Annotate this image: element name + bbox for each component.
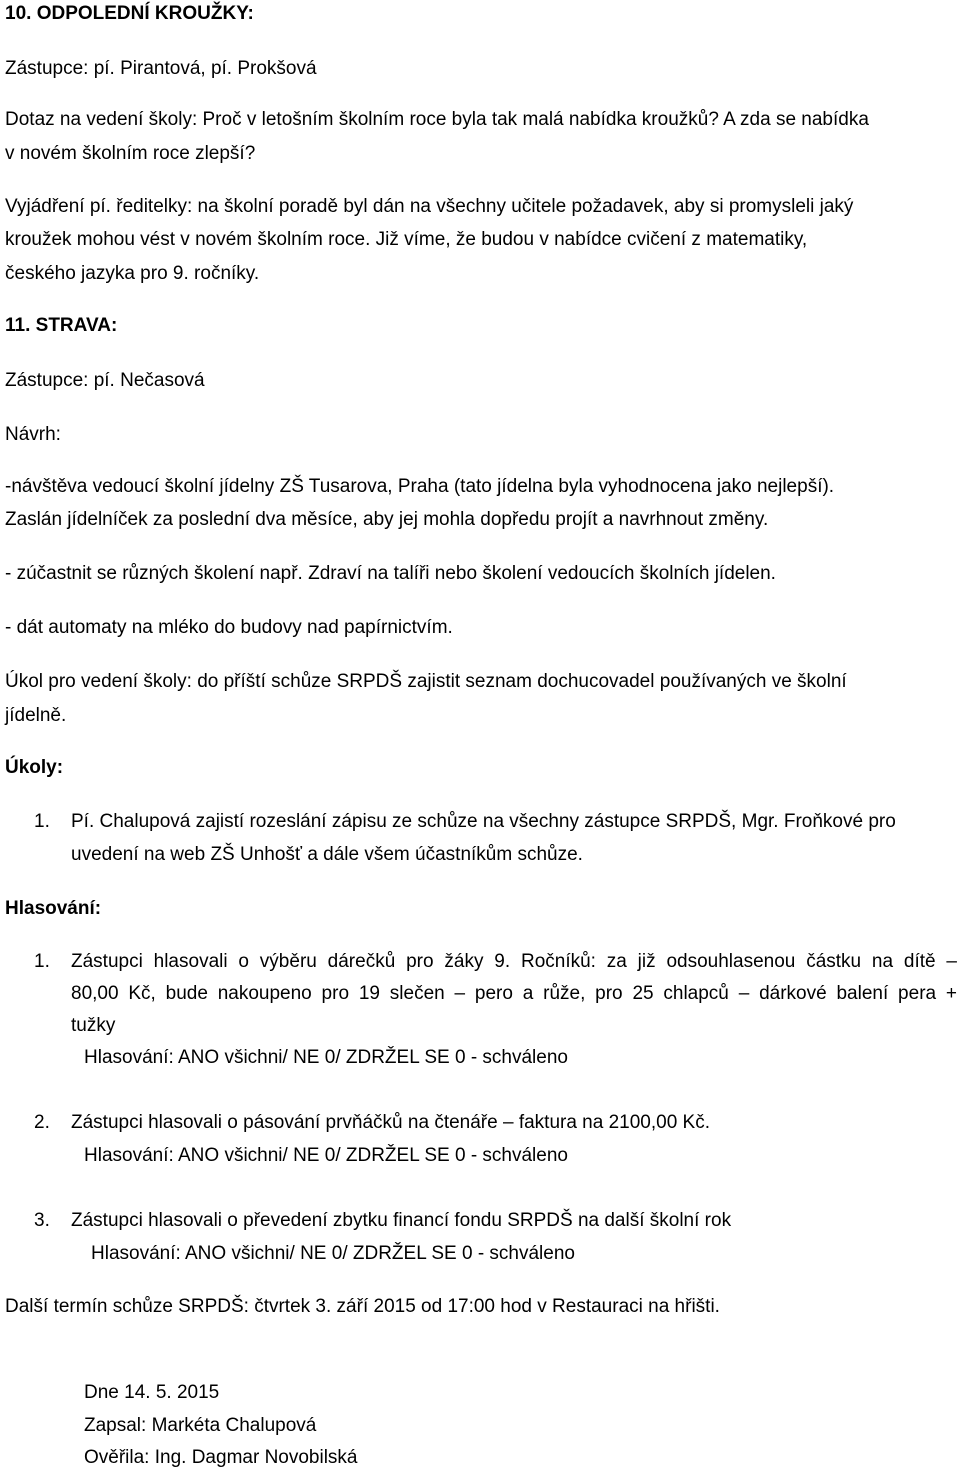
section-11-item-3: - dát automaty na mléko do budovy nad papírnictvím. xyxy=(5,617,453,638)
vote-3-result: Hlasování: ANO všichni/ NE 0/ ZDRŽEL SE 0 - schváleno xyxy=(91,1243,575,1264)
vote-1-result: Hlasování: ANO všichni/ NE 0/ ZDRŽEL SE 0 - schváleno xyxy=(84,1047,568,1068)
section-10-question-line-2: v novém školním roce zlepší? xyxy=(5,143,256,164)
vote-1-number: 1. xyxy=(34,951,50,972)
section-10-answer-line-1: Vyjádření pí. ředitelky: na školní poradě byl dán na všechny učitele požadavek, aby si promysleli jaký xyxy=(5,196,854,217)
vote-1-line-3: tužky xyxy=(71,1015,116,1036)
section-11-task-line-2: jídelně. xyxy=(5,705,67,726)
next-meeting: Další termín schůze SRPDŠ: čtvrtek 3. září 2015 od 17:00 hod v Restauraci na hřišti. xyxy=(5,1296,720,1317)
task-1-line-1: Pí. Chalupová zajistí rozeslání zápisu ze schůze na všechny zástupce SRPDŠ, Mgr. Froňkové pro xyxy=(71,811,896,832)
section-10-answer-line-2: kroužek mohou vést v novém školním roce. Již víme, že budou v nabídce cvičení z matematiky, xyxy=(5,229,808,250)
vote-3-number: 3. xyxy=(34,1210,50,1231)
vote-2-number: 2. xyxy=(34,1112,50,1133)
voting-heading: Hlasování: xyxy=(5,898,102,919)
section-10-heading: 10. ODPOLEDNÍ KROUŽKY: xyxy=(5,3,254,24)
tasks-heading: Úkoly: xyxy=(5,757,64,778)
section-11-item-2: - zúčastnit se různých školení např. Zdraví na talíři nebo školení vedoucích školních jídelen. xyxy=(5,563,776,584)
section-10-answer-line-3: českého jazyka pro 9. ročníky. xyxy=(5,263,260,284)
section-11-item-1-line-2: Zaslán jídelníček za poslední dva měsíce, aby jej mohla dopředu projít a navrhnout změny. xyxy=(5,509,769,530)
signature-recorded-by: Zapsal: Markéta Chalupová xyxy=(84,1415,317,1436)
section-11-task-line-1: Úkol pro vedení školy: do příští schůze SRPDŠ zajistit seznam dochucovadel používaných ve školní xyxy=(5,671,847,692)
vote-1-line-2: 80,00 Kč, bude nakoupeno pro 19 slečen – pero a růže, pro 25 chlapců – dárkové balení pera + xyxy=(71,983,957,1004)
signature-date: Dne 14. 5. 2015 xyxy=(84,1382,220,1403)
vote-2-result: Hlasování: ANO všichni/ NE 0/ ZDRŽEL SE 0 - schváleno xyxy=(84,1145,568,1166)
vote-2-line-1: Zástupci hlasovali o pásování prvňáčků na čtenáře – faktura na 2100,00 Kč. xyxy=(71,1112,711,1133)
section-11-item-1-line-1: -návštěva vedoucí školní jídelny ZŠ Tusarova, Praha (tato jídelna byla vyhodnocena jako nejlepší). xyxy=(5,476,835,497)
section-11-heading: 11. STRAVA: xyxy=(5,315,118,336)
section-10-representatives: Zástupce: pí. Pirantová, pí. Prokšová xyxy=(5,58,317,79)
task-1-number: 1. xyxy=(34,811,50,832)
section-11-proposal-label: Návrh: xyxy=(5,424,61,445)
vote-3-line-1: Zástupci hlasovali o převedení zbytku financí fondu SRPDŠ na další školní rok xyxy=(71,1210,732,1231)
vote-1-line-1: Zástupci hlasovali o výběru dárečků pro žáky 9. Ročníků: za již odsouhlasenou částku na dítě – xyxy=(71,951,957,972)
task-1-line-2: uvedení na web ZŠ Unhošť a dále všem účastníkům schůze. xyxy=(71,844,583,865)
section-11-representative: Zástupce: pí. Nečasová xyxy=(5,370,205,391)
section-10-question-line-1: Dotaz na vedení školy: Proč v letošním školním roce byla tak malá nabídka kroužků? A zda se nabídka xyxy=(5,109,869,130)
signature-verified-by: Ověřila: Ing. Dagmar Novobilská xyxy=(84,1447,358,1468)
